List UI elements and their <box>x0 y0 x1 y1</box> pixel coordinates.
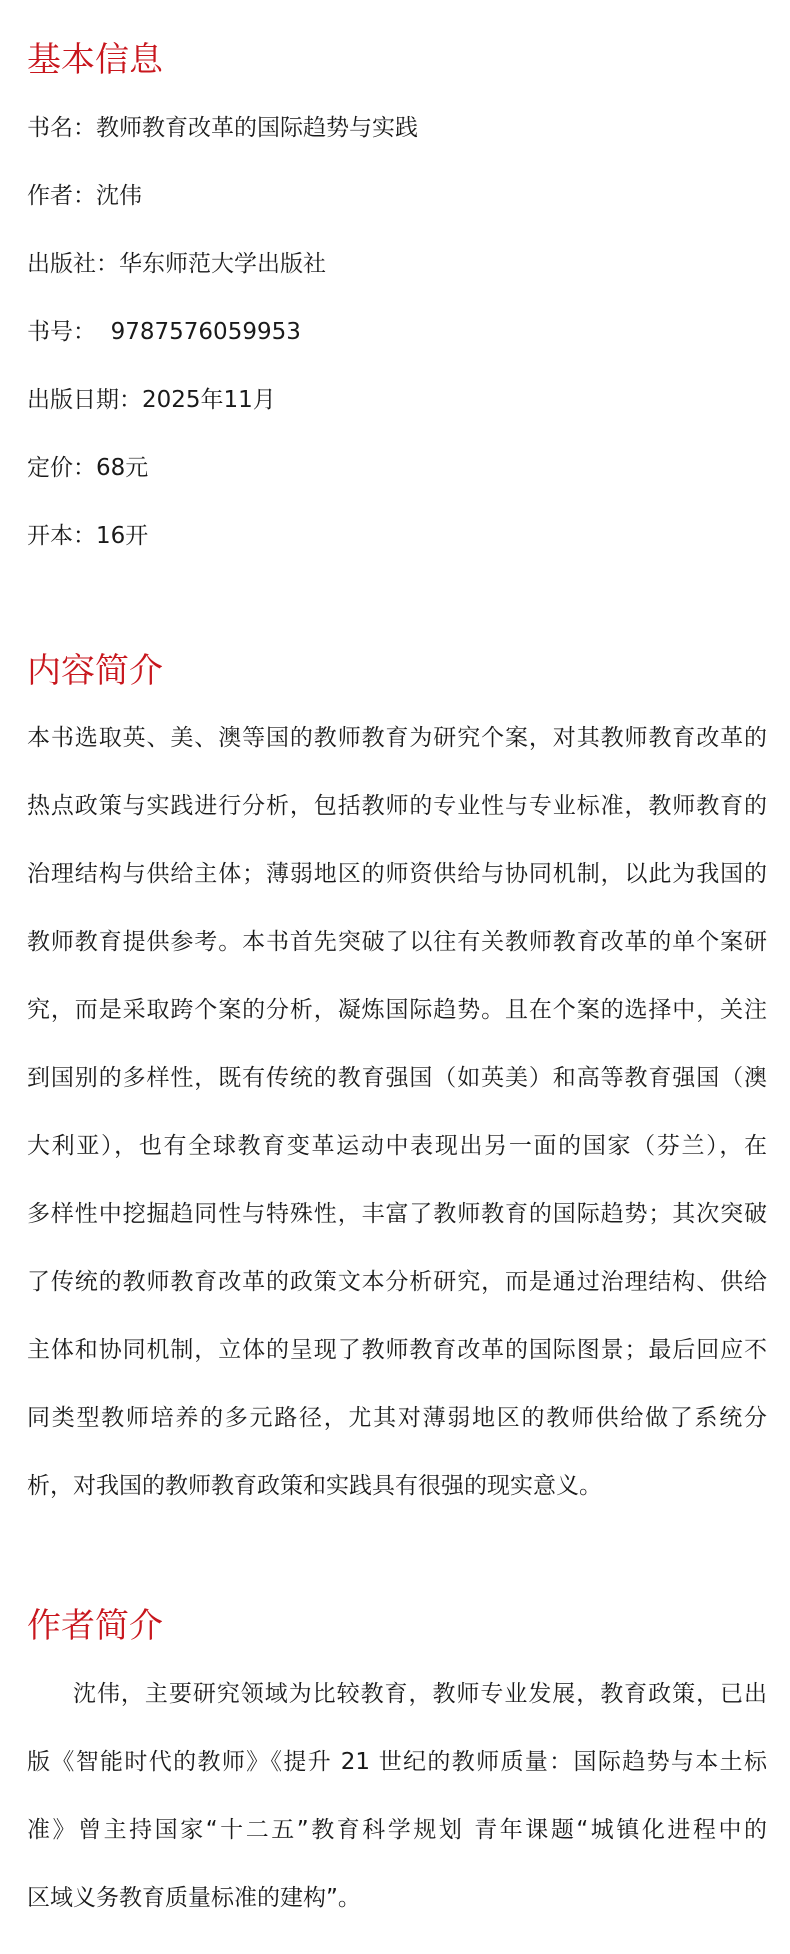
section-title-content-summary: 内容简介 <box>27 651 163 691</box>
info-publish-date: 出版日期：2025年11月 <box>27 387 276 413</box>
author-line: 准》曾主持国家“十二五”教育科学规划 青年课题“城镇化进程中的 <box>27 1817 767 1843</box>
content-line: 了传统的教师教育改革的政策文本分析研究，而是通过治理结构、供给 <box>27 1269 767 1295</box>
info-price: 定价：68元 <box>27 455 149 481</box>
content-line: 到国别的多样性，既有传统的教育强国（如英美）和高等教育强国（澳 <box>27 1065 767 1091</box>
info-book-title: 书名：教师教育改革的国际趋势与实践 <box>27 115 418 141</box>
content-line: 析，对我国的教师教育政策和实践具有很强的现实意义。 <box>27 1473 602 1499</box>
author-line: 沈伟，主要研究领域为比较教育，教师专业发展，教育政策，已出 <box>73 1681 767 1707</box>
content-line: 热点政策与实践进行分析，包括教师的专业性与专业标准，教师教育的 <box>27 793 767 819</box>
content-line: 究，而是采取跨个案的分析，凝炼国际趋势。且在个案的选择中，关注 <box>27 997 767 1023</box>
content-line: 主体和协同机制，立体的呈现了教师教育改革的国际图景；最后回应不 <box>27 1337 767 1363</box>
author-bio-paragraph <box>27 1660 767 1932</box>
info-isbn: 书号： 9787576059953 <box>27 319 301 345</box>
content-summary-paragraph <box>27 704 767 1520</box>
basic-info-list <box>27 94 418 570</box>
info-publisher: 出版社：华东师范大学出版社 <box>27 251 326 277</box>
content-line: 同类型教师培养的多元路径，尤其对薄弱地区的教师供给做了系统分 <box>27 1405 767 1431</box>
section-title-basic-info: 基本信息 <box>27 40 163 80</box>
content-line: 教师教育提供参考。本书首先突破了以往有关教师教育改革的单个案研 <box>27 929 767 955</box>
section-title-author-bio: 作者简介 <box>27 1606 163 1646</box>
content-line: 大利亚），也有全球教育变革运动中表现出另一面的国家（芬兰），在 <box>27 1133 767 1159</box>
info-format: 开本：16开 <box>27 523 149 549</box>
content-line: 本书选取英、美、澳等国的教师教育为研究个案，对其教师教育改革的 <box>27 725 767 751</box>
info-author: 作者：沈伟 <box>27 183 142 209</box>
author-line: 版《智能时代的教师》《提升 21 世纪的教师质量：国际趋势与本土标 <box>27 1749 767 1775</box>
author-line: 区域义务教育质量标准的建构”。 <box>27 1885 361 1911</box>
content-line: 治理结构与供给主体；薄弱地区的师资供给与协同机制，以此为我国的 <box>27 861 767 887</box>
content-line: 多样性中挖掘趋同性与特殊性，丰富了教师教育的国际趋势；其次突破 <box>27 1201 767 1227</box>
